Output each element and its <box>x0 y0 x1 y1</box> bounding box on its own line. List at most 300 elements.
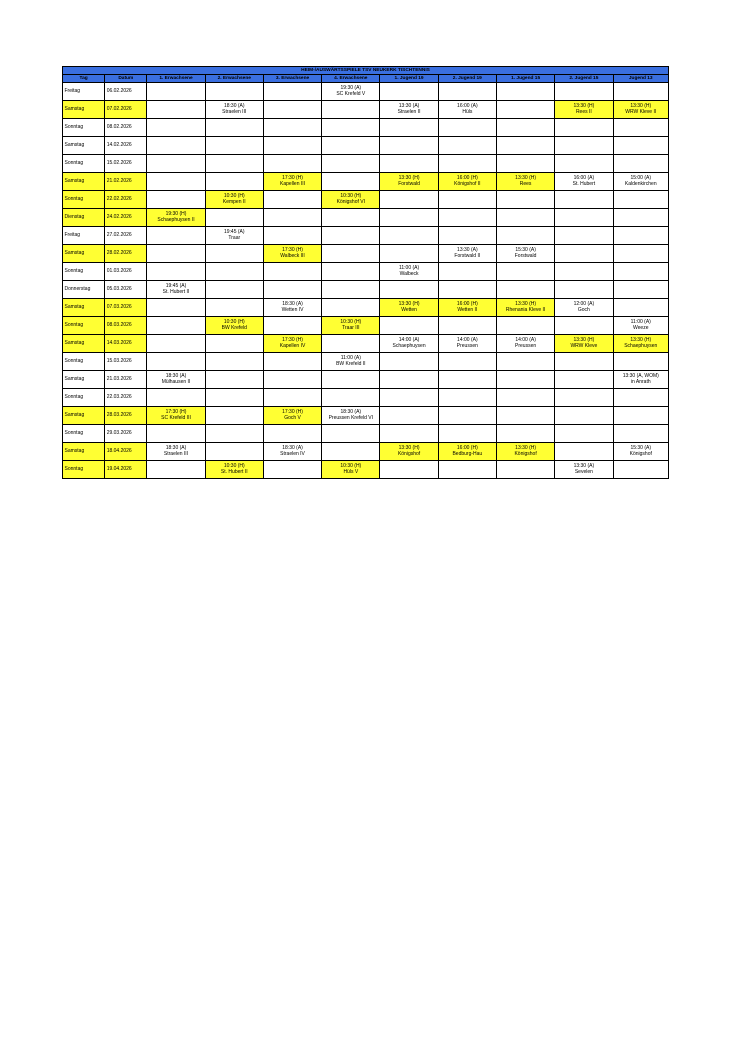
empty-cell <box>263 371 321 389</box>
match-time: 11:00 (A) <box>398 264 420 271</box>
day-cell: Samstag <box>63 299 105 317</box>
match-time: 13:30 (H) <box>573 336 595 343</box>
match-opponent: Königshof VI <box>336 198 365 205</box>
day-cell: Samstag <box>63 137 105 155</box>
empty-cell <box>496 281 554 299</box>
match-time: 16:00 (A) <box>457 102 478 109</box>
match-cell <box>496 335 554 353</box>
empty-cell <box>613 407 669 425</box>
empty-cell <box>322 425 380 443</box>
empty-cell <box>322 101 380 119</box>
match-time: 13:30 (H) <box>515 444 537 451</box>
match-time: 14:00 (A) <box>515 336 536 343</box>
match-opponent: Preussen <box>515 342 537 349</box>
date-cell: 14.03.2026 <box>105 335 147 353</box>
date-cell: 18.04.2026 <box>105 443 147 461</box>
empty-cell <box>380 137 438 155</box>
match-cell <box>205 227 263 245</box>
match-opponent: Rhenania Kleve II <box>505 306 546 313</box>
empty-cell <box>613 299 669 317</box>
empty-cell <box>263 461 321 479</box>
empty-cell <box>322 263 380 281</box>
empty-cell <box>380 407 438 425</box>
empty-cell <box>322 137 380 155</box>
day-cell: Samstag <box>63 371 105 389</box>
match-cell <box>613 317 669 335</box>
match-opponent: in Anrath <box>630 378 651 385</box>
empty-cell <box>380 209 438 227</box>
empty-cell <box>496 83 554 101</box>
date-cell: 08.02.2026 <box>105 119 147 137</box>
empty-cell <box>205 155 263 173</box>
empty-cell <box>147 191 205 209</box>
match-time: 16:00 (A) <box>573 174 595 181</box>
empty-cell <box>263 155 321 173</box>
schedule-row <box>63 371 669 389</box>
match-cell <box>322 407 380 425</box>
empty-cell <box>263 137 321 155</box>
empty-cell <box>380 281 438 299</box>
schedule-row <box>63 353 669 371</box>
match-time: 13:30 (H) <box>630 102 652 109</box>
match-cell <box>496 173 554 191</box>
match-opponent: SC Krefeld V <box>336 90 366 97</box>
schedule-row <box>63 299 669 317</box>
match-opponent: Königshof <box>629 450 652 457</box>
column-header: Datum <box>105 75 147 83</box>
match-opponent: Weeze <box>633 324 649 331</box>
empty-cell <box>263 119 321 137</box>
empty-cell <box>147 137 205 155</box>
date-cell: 28.03.2026 <box>105 407 147 425</box>
match-time: 18:30 (A) <box>223 102 245 109</box>
empty-cell <box>496 371 554 389</box>
schedule-row <box>63 119 669 137</box>
empty-cell <box>263 317 321 335</box>
day-cell: Samstag <box>63 443 105 461</box>
date-cell: 14.02.2026 <box>105 137 147 155</box>
empty-cell <box>205 245 263 263</box>
match-opponent: Wetten IV <box>281 306 304 313</box>
schedule-row <box>63 317 669 335</box>
date-cell: 21.03.2026 <box>105 371 147 389</box>
match-time: 13:30 (H) <box>398 444 420 451</box>
match-opponent: Wetten <box>401 306 417 313</box>
empty-cell <box>205 389 263 407</box>
match-time: 19:30 (H) <box>165 210 187 217</box>
match-cell <box>555 299 613 317</box>
match-time: 15:30 (A) <box>630 444 652 451</box>
date-cell: 07.02.2026 <box>105 101 147 119</box>
empty-cell <box>205 299 263 317</box>
schedule-row <box>63 245 669 263</box>
match-opponent: Schaephuysen <box>624 342 658 349</box>
day-cell: Donnerstag <box>63 281 105 299</box>
empty-cell <box>147 173 205 191</box>
match-time: 13:30 (H) <box>515 300 537 307</box>
match-opponent: SC Krefeld III <box>161 414 191 421</box>
match-time: 11:00 (A) <box>340 354 361 361</box>
empty-cell <box>555 245 613 263</box>
empty-cell <box>263 281 321 299</box>
match-time: 17:30 (H) <box>282 408 303 415</box>
match-opponent: BW Krefeld II <box>336 360 366 367</box>
day-cell: Samstag <box>63 335 105 353</box>
date-cell: 07.03.2026 <box>105 299 147 317</box>
date-cell: 29.03.2026 <box>105 425 147 443</box>
empty-cell <box>438 191 496 209</box>
empty-cell <box>322 173 380 191</box>
date-cell: 19.04.2026 <box>105 461 147 479</box>
date-cell: 22.03.2026 <box>105 389 147 407</box>
match-time: 13:30 (H) <box>398 300 420 307</box>
match-opponent: Forstwald II <box>454 252 481 259</box>
empty-cell <box>555 83 613 101</box>
match-cell <box>613 443 669 461</box>
date-cell: 05.03.2026 <box>105 281 147 299</box>
empty-cell <box>555 227 613 245</box>
match-cell <box>613 173 669 191</box>
empty-cell <box>496 425 554 443</box>
empty-cell <box>555 281 613 299</box>
empty-cell <box>322 281 380 299</box>
match-opponent: Hüls V <box>343 468 359 475</box>
column-header: 3. Erwachsene <box>263 75 321 83</box>
empty-cell <box>380 389 438 407</box>
empty-cell <box>555 137 613 155</box>
match-opponent: Königshof II <box>454 180 481 187</box>
match-cell <box>380 263 438 281</box>
empty-cell <box>322 119 380 137</box>
match-opponent: Preussen Krefeld VI <box>328 414 374 421</box>
day-cell: Sonntag <box>63 461 105 479</box>
empty-cell <box>555 155 613 173</box>
match-opponent: Kapellen IV <box>279 342 306 349</box>
empty-cell <box>205 83 263 101</box>
match-time: 18:30 (A) <box>282 444 303 451</box>
day-cell: Sonntag <box>63 155 105 173</box>
empty-cell <box>613 389 669 407</box>
match-opponent: Forstwald <box>514 252 537 259</box>
match-time: 13:30 (A) <box>398 102 420 109</box>
empty-cell <box>147 317 205 335</box>
match-time: 18:30 (A) <box>340 408 362 415</box>
empty-cell <box>205 173 263 191</box>
empty-cell <box>263 191 321 209</box>
match-time: 18:30 (A) <box>282 300 303 307</box>
empty-cell <box>322 209 380 227</box>
empty-cell <box>263 101 321 119</box>
empty-cell <box>322 443 380 461</box>
match-cell <box>147 371 205 389</box>
date-cell: 15.02.2026 <box>105 155 147 173</box>
match-opponent: Rees <box>519 180 532 187</box>
match-opponent: Kapellen III <box>280 180 306 187</box>
empty-cell <box>205 209 263 227</box>
schedule-row <box>63 425 669 443</box>
column-header: Jugend 13 <box>613 75 669 83</box>
match-cell <box>205 101 263 119</box>
empty-cell <box>205 443 263 461</box>
match-time: 17:30 (H) <box>282 336 303 343</box>
date-cell: 21.02.2026 <box>105 173 147 191</box>
match-cell <box>147 209 205 227</box>
match-opponent: Forstwald <box>398 180 420 187</box>
day-cell: Samstag <box>63 407 105 425</box>
empty-cell <box>322 245 380 263</box>
column-header: Tag <box>63 75 105 83</box>
schedule-row <box>63 227 669 245</box>
empty-cell <box>555 407 613 425</box>
match-cell <box>147 407 205 425</box>
match-cell <box>380 443 438 461</box>
match-time: 10:30 (H) <box>223 318 245 325</box>
empty-cell <box>263 227 321 245</box>
empty-cell <box>322 335 380 353</box>
empty-cell <box>263 83 321 101</box>
date-cell: 15.03.2026 <box>105 353 147 371</box>
empty-cell <box>147 353 205 371</box>
match-cell <box>322 461 380 479</box>
match-time: 18:30 (A) <box>165 444 187 451</box>
empty-cell <box>496 155 554 173</box>
empty-cell <box>555 119 613 137</box>
empty-cell <box>438 317 496 335</box>
match-time: 19:45 (A) <box>223 228 245 235</box>
empty-cell <box>555 263 613 281</box>
match-opponent: Rees II <box>575 108 592 115</box>
empty-cell <box>613 209 669 227</box>
match-time: 18:30 (A) <box>165 372 187 379</box>
match-cell <box>496 443 554 461</box>
match-cell <box>613 335 669 353</box>
match-opponent: Mülhausen II <box>161 378 191 385</box>
empty-cell <box>438 155 496 173</box>
match-time: 19:45 (A) <box>165 282 187 289</box>
day-cell: Sonntag <box>63 389 105 407</box>
empty-cell <box>438 353 496 371</box>
match-time: 10:30 (H) <box>223 462 245 469</box>
date-cell: 01.03.2026 <box>105 263 147 281</box>
match-time: 12:00 (A) <box>573 300 595 307</box>
empty-cell <box>555 443 613 461</box>
schedule-row <box>63 83 669 101</box>
empty-cell <box>322 227 380 245</box>
match-opponent: WRW Kleve <box>570 342 598 349</box>
schedule-row <box>63 263 669 281</box>
sheet-title: HEIM-/AUSWÄRTSSPIELE TSV NEUKERK TISCHTENNIS <box>63 67 669 75</box>
match-opponent: Kaldenkirchen <box>624 180 657 187</box>
match-cell <box>496 299 554 317</box>
match-time: 10:30 (H) <box>340 318 362 325</box>
empty-cell <box>147 119 205 137</box>
empty-cell <box>380 119 438 137</box>
match-cell <box>438 443 496 461</box>
match-opponent: Walbeck III <box>280 252 305 259</box>
empty-cell <box>147 83 205 101</box>
empty-cell <box>613 353 669 371</box>
empty-cell <box>438 119 496 137</box>
schedule-row <box>63 173 669 191</box>
empty-cell <box>438 371 496 389</box>
empty-cell <box>613 245 669 263</box>
date-cell: 28.02.2026 <box>105 245 147 263</box>
match-time: 16:00 (H) <box>456 444 478 451</box>
match-cell <box>555 335 613 353</box>
empty-cell <box>438 209 496 227</box>
empty-cell <box>496 461 554 479</box>
match-cell <box>263 173 321 191</box>
day-cell: Samstag <box>63 245 105 263</box>
match-opponent: Kempen II <box>222 198 246 205</box>
match-cell <box>380 173 438 191</box>
match-opponent: BW Krefeld <box>221 324 247 331</box>
match-opponent: Walbeck <box>399 270 419 277</box>
schedule-row <box>63 137 669 155</box>
empty-cell <box>555 353 613 371</box>
empty-cell <box>380 317 438 335</box>
match-time: 17:30 (H) <box>165 408 187 415</box>
match-cell <box>322 317 380 335</box>
empty-cell <box>380 227 438 245</box>
date-cell: 08.03.2026 <box>105 317 147 335</box>
match-time: 13:30 (H) <box>630 336 652 343</box>
empty-cell <box>496 317 554 335</box>
match-cell <box>613 101 669 119</box>
schedule-body <box>63 83 669 479</box>
match-time: 13:30 (A) <box>457 246 478 253</box>
empty-cell <box>613 227 669 245</box>
match-cell <box>380 335 438 353</box>
day-cell: Sonntag <box>63 425 105 443</box>
match-time: 16:00 (H) <box>456 174 478 181</box>
match-cell <box>263 407 321 425</box>
empty-cell <box>147 263 205 281</box>
match-time: 10:30 (H) <box>340 192 362 199</box>
schedule-row <box>63 461 669 479</box>
schedule-row <box>63 155 669 173</box>
match-cell <box>205 191 263 209</box>
empty-cell <box>496 263 554 281</box>
empty-cell <box>496 119 554 137</box>
empty-cell <box>496 407 554 425</box>
schedule-row <box>63 191 669 209</box>
empty-cell <box>263 353 321 371</box>
schedule-row <box>63 407 669 425</box>
title-row <box>63 67 669 75</box>
day-cell: Sonntag <box>63 317 105 335</box>
schedule-row <box>63 209 669 227</box>
match-cell <box>438 173 496 191</box>
empty-cell <box>496 227 554 245</box>
empty-cell <box>438 425 496 443</box>
column-header: 2. Erwachsene <box>205 75 263 83</box>
day-cell: Samstag <box>63 101 105 119</box>
day-cell: Dienstag <box>63 209 105 227</box>
empty-cell <box>438 389 496 407</box>
empty-cell <box>205 281 263 299</box>
date-cell: 06.02.2026 <box>105 83 147 101</box>
column-header-row <box>63 75 669 83</box>
match-cell <box>263 443 321 461</box>
match-cell <box>438 101 496 119</box>
empty-cell <box>263 425 321 443</box>
match-cell <box>380 101 438 119</box>
empty-cell <box>380 83 438 101</box>
match-cell <box>205 317 263 335</box>
empty-cell <box>380 191 438 209</box>
match-opponent: Traar III <box>342 324 360 331</box>
date-cell: 27.02.2026 <box>105 227 147 245</box>
empty-cell <box>380 425 438 443</box>
match-time: 15:30 (A) <box>515 246 536 253</box>
empty-cell <box>613 425 669 443</box>
match-opponent: Straelen III <box>222 108 247 115</box>
empty-cell <box>438 461 496 479</box>
match-opponent: WRW Kleve II <box>625 108 657 115</box>
schedule-row <box>63 281 669 299</box>
match-time: 13:30 (H) <box>515 174 537 181</box>
schedule-table <box>62 66 669 479</box>
empty-cell <box>438 407 496 425</box>
empty-cell <box>263 209 321 227</box>
empty-cell <box>147 335 205 353</box>
match-opponent: Traar <box>228 234 241 241</box>
match-opponent: Straelen III <box>163 450 189 457</box>
match-cell <box>438 335 496 353</box>
match-opponent: Königshof <box>514 450 537 457</box>
match-cell <box>263 299 321 317</box>
schedule-row <box>63 101 669 119</box>
match-opponent: Hüls <box>462 108 473 115</box>
empty-cell <box>380 155 438 173</box>
empty-cell <box>380 245 438 263</box>
match-opponent: Sevelen <box>574 468 593 475</box>
empty-cell <box>147 461 205 479</box>
match-cell <box>438 299 496 317</box>
match-opponent: St. Hubert <box>572 180 596 187</box>
empty-cell <box>613 119 669 137</box>
empty-cell <box>263 389 321 407</box>
match-time: 10:30 (H) <box>340 462 362 469</box>
empty-cell <box>322 389 380 407</box>
match-opponent: Schaephuysen <box>392 342 426 349</box>
empty-cell <box>555 425 613 443</box>
empty-cell <box>147 389 205 407</box>
day-cell: Sonntag <box>63 191 105 209</box>
match-time: 15:00 (A) <box>630 174 652 181</box>
empty-cell <box>613 461 669 479</box>
match-opponent: Preussen <box>456 342 478 349</box>
column-header: 2. Jugend 19 <box>438 75 496 83</box>
match-opponent: St. Hubert II <box>220 468 248 475</box>
column-header: 1. Jugend 15 <box>496 75 554 83</box>
empty-cell <box>205 407 263 425</box>
column-header: 1. Erwachsene <box>147 75 205 83</box>
match-cell <box>496 245 554 263</box>
match-opponent: Bedburg-Hau <box>452 450 483 457</box>
match-time: 14:00 (A) <box>398 336 420 343</box>
empty-cell <box>205 371 263 389</box>
match-opponent: St. Hubert II <box>162 288 190 295</box>
empty-cell <box>205 425 263 443</box>
match-time: 13:30 (H) <box>573 102 595 109</box>
empty-cell <box>380 371 438 389</box>
empty-cell <box>147 299 205 317</box>
empty-cell <box>205 137 263 155</box>
match-cell <box>555 461 613 479</box>
empty-cell <box>496 137 554 155</box>
